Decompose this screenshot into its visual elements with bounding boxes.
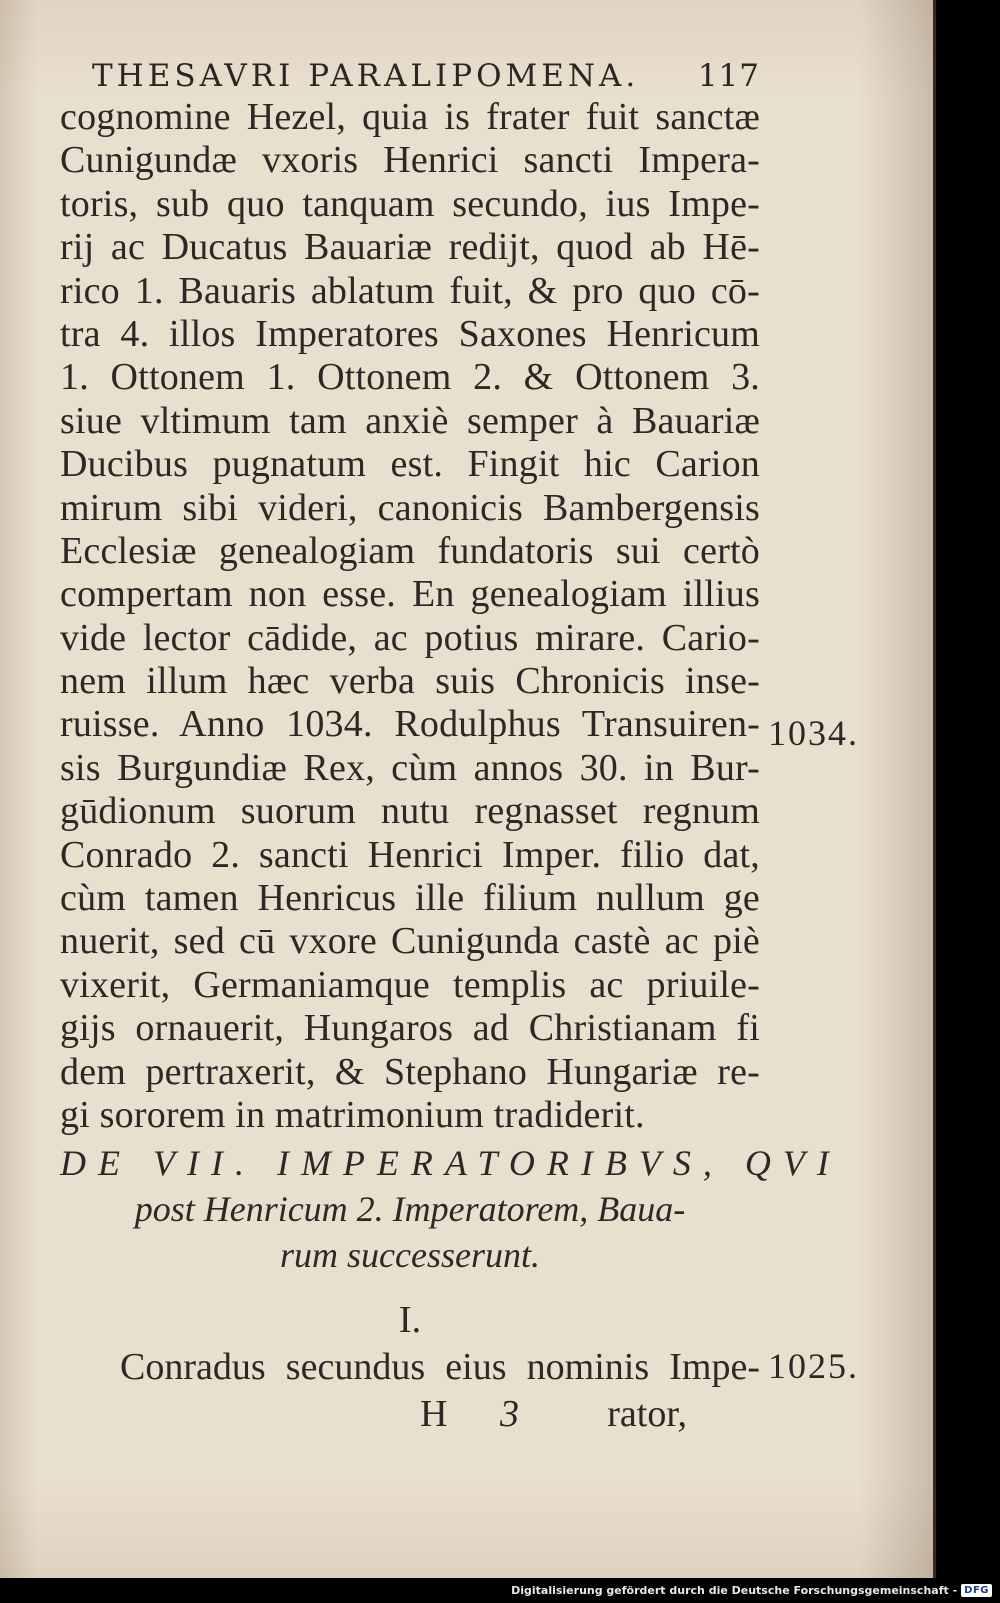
- text-line: cognomine Hezel, quia is frater fuit sanctæ: [60, 96, 760, 138]
- credit-text: Digitalisierung gefördert durch die Deutsche Forschungsgemeinschaft -: [511, 1583, 958, 1597]
- text-line: vixerit, Germaniamque templis ac priuile-: [60, 963, 760, 1006]
- text-line: rico 1. Bauaris ablatum fuit, & pro quo cō-: [60, 269, 760, 312]
- text-line: gijs ornauerit, Hungaros ad Christianam fi: [60, 1007, 760, 1050]
- running-head: THESAVRI PARALIPOMENA.: [92, 58, 640, 94]
- text-line: nem illum hæc verba suis Chronicis inse-: [60, 660, 760, 703]
- catchword: rator,: [607, 1393, 687, 1435]
- text-line: siue vltimum tam anxiè semper à Bauariæ: [60, 399, 760, 442]
- page-number: 117: [697, 58, 760, 94]
- margin-note-year: 1025.: [768, 1346, 859, 1386]
- section-number: I.: [398, 1299, 422, 1341]
- text-line: Ducibus pugnatum est. Fingit hic Carion: [60, 443, 760, 486]
- text-line: gūdionum suorum nutu regnasset regnum: [60, 790, 760, 833]
- digitization-credit: [511, 1580, 992, 1600]
- text-line: gi sororem in matrimonium tradiderit.: [60, 1093, 645, 1136]
- heading-line-2: post Henricum 2. Imperatorem, Baua-: [134, 1189, 686, 1229]
- text-line: nuerit, sed cū vxore Cunigunda castè ac piè: [60, 920, 760, 963]
- text-line: 1. Ottonem 1. Ottonem 2. & Ottonem 3.: [60, 356, 760, 399]
- heading-line-3: rum successerunt.: [280, 1235, 540, 1275]
- text-line: cùm tamen Henricus ille filium nullum ge: [60, 877, 760, 920]
- text-line: tra 4. illos Imperatores Saxones Henricum: [60, 312, 760, 355]
- text-line: mirum sibi videri, canonicis Bambergensis: [60, 486, 760, 529]
- text-line: compertam non esse. En genealogiam illius: [60, 573, 760, 616]
- text-line: Cunigundæ vxoris Henrici sancti Impera-: [60, 139, 760, 182]
- signature-mark: H: [420, 1393, 448, 1435]
- text-line: rij ac Ducatus Bauariæ redijt, quod ab Hē-: [60, 226, 760, 269]
- text-line: Conrado 2. sancti Henrici Imper. filio dat,: [60, 833, 760, 876]
- text-line: Conradus secundus eius nominis Impe-: [120, 1346, 760, 1388]
- margin-note-year: 1034.: [768, 713, 859, 753]
- signature-number: 3: [500, 1393, 519, 1435]
- text-line: Ecclesiæ genealogiam fundatoris sui certò: [60, 529, 760, 572]
- text-line: dem pertraxerit, & Stephano Hungariæ re-: [60, 1050, 760, 1093]
- text-line: sis Burgundiæ Rex, cùm annos 30. in Bur-: [60, 746, 760, 789]
- main-text-block: [60, 96, 760, 1137]
- text-line: ruisse. Anno 1034. Rodulphus Transuiren-: [60, 703, 760, 746]
- dfg-logo: DFG: [961, 1584, 992, 1597]
- section-heading: [60, 1140, 841, 1278]
- text-line: toris, sub quo tanquam secundo, ius Impe-: [60, 182, 760, 225]
- text-line: vide lector cādide, ac potius mirare. Cario-: [60, 616, 760, 659]
- heading-line-1: DE VII. IMPERATORIBVS, QVI: [60, 1143, 841, 1183]
